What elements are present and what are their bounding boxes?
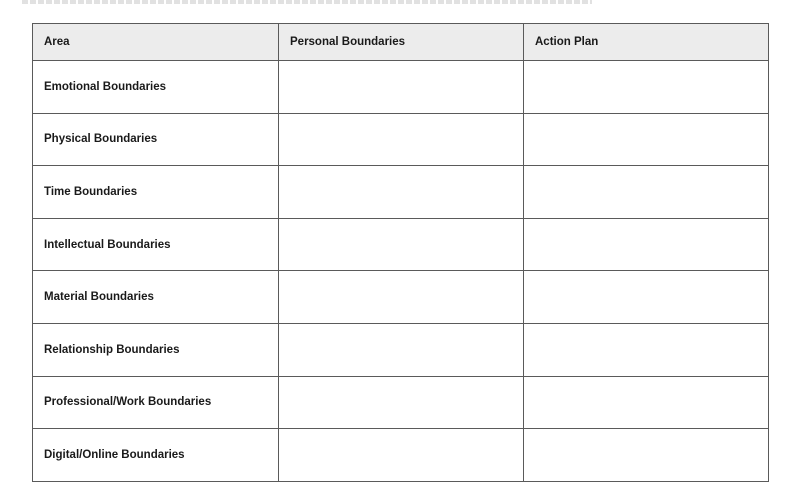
table-row bbox=[33, 218, 769, 271]
header-personal-boundaries: Personal Boundaries bbox=[279, 24, 524, 61]
header-action-plan: Action Plan bbox=[524, 24, 769, 61]
personal-boundaries-cell[interactable] bbox=[279, 323, 524, 376]
personal-boundaries-cell[interactable] bbox=[279, 218, 524, 271]
cropped-intro-text bbox=[22, 0, 592, 4]
action-plan-cell[interactable] bbox=[524, 61, 769, 114]
boundaries-worksheet-table bbox=[32, 23, 769, 482]
table-row bbox=[33, 61, 769, 114]
action-plan-cell[interactable] bbox=[524, 376, 769, 429]
personal-boundaries-cell[interactable] bbox=[279, 61, 524, 114]
personal-boundaries-cell[interactable] bbox=[279, 271, 524, 324]
action-plan-cell[interactable] bbox=[524, 429, 769, 482]
table-row bbox=[33, 376, 769, 429]
table-row bbox=[33, 166, 769, 219]
table-row bbox=[33, 323, 769, 376]
table-row bbox=[33, 113, 769, 166]
table-row bbox=[33, 271, 769, 324]
area-label: Time Boundaries bbox=[33, 166, 279, 219]
table-header-row bbox=[33, 24, 769, 61]
personal-boundaries-cell[interactable] bbox=[279, 376, 524, 429]
action-plan-cell[interactable] bbox=[524, 271, 769, 324]
action-plan-cell[interactable] bbox=[524, 113, 769, 166]
area-label: Professional/Work Boundaries bbox=[33, 376, 279, 429]
action-plan-cell[interactable] bbox=[524, 323, 769, 376]
table-row bbox=[33, 429, 769, 482]
area-label: Digital/Online Boundaries bbox=[33, 429, 279, 482]
action-plan-cell[interactable] bbox=[524, 218, 769, 271]
area-label: Material Boundaries bbox=[33, 271, 279, 324]
personal-boundaries-cell[interactable] bbox=[279, 429, 524, 482]
personal-boundaries-cell[interactable] bbox=[279, 166, 524, 219]
area-label: Intellectual Boundaries bbox=[33, 218, 279, 271]
area-label: Relationship Boundaries bbox=[33, 323, 279, 376]
area-label: Physical Boundaries bbox=[33, 113, 279, 166]
header-area: Area bbox=[33, 24, 279, 61]
personal-boundaries-cell[interactable] bbox=[279, 113, 524, 166]
action-plan-cell[interactable] bbox=[524, 166, 769, 219]
area-label: Emotional Boundaries bbox=[33, 61, 279, 114]
